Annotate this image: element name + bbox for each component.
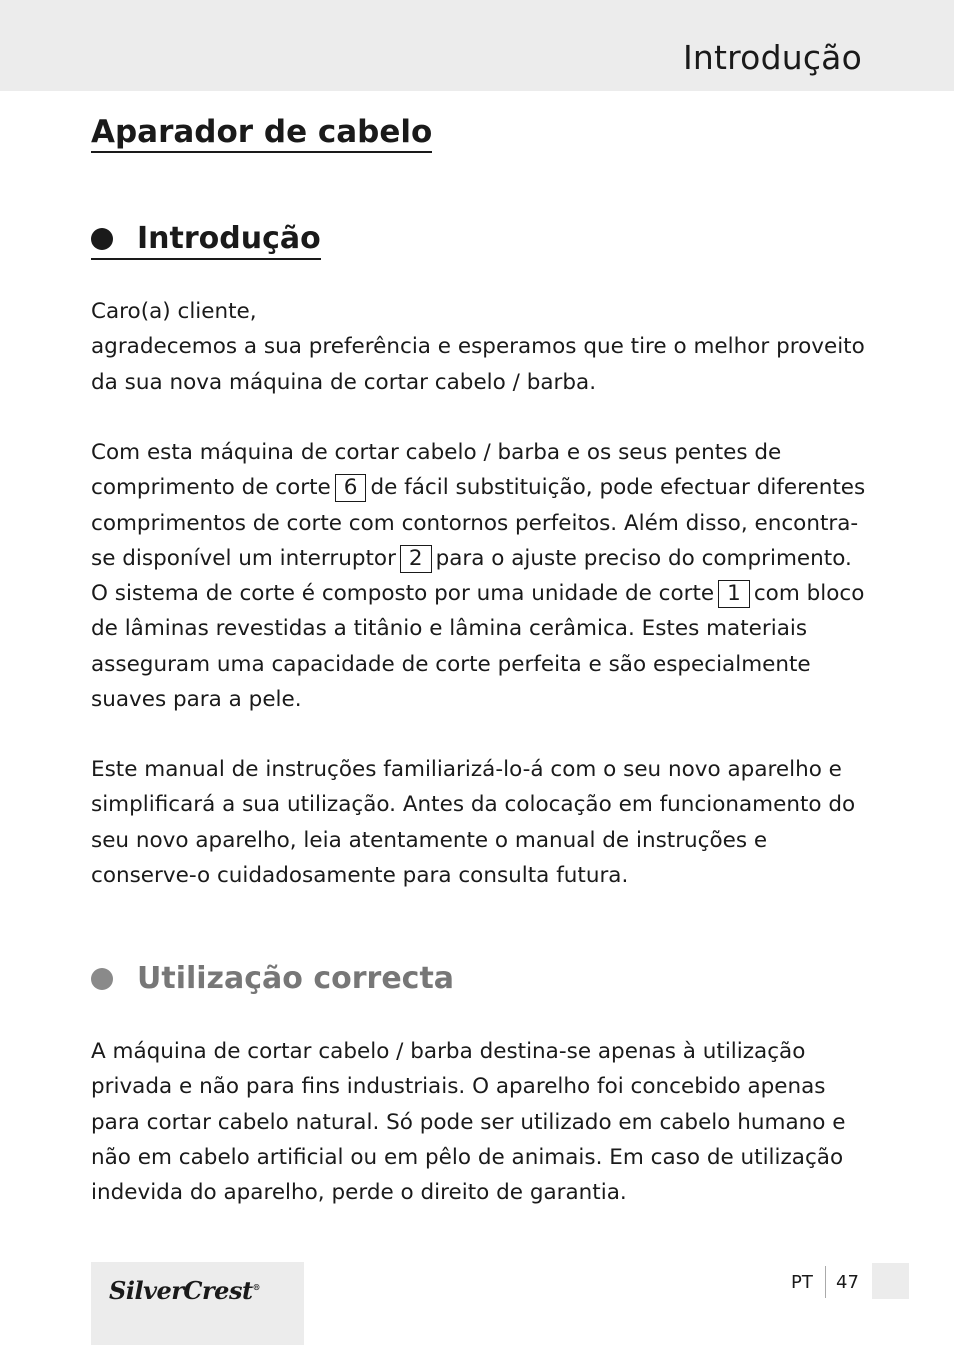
footer-divider <box>825 1266 826 1298</box>
brand-logo <box>109 1276 260 1305</box>
usage-paragraph: A máquina de cortar cabelo / barba destina-se apenas à utilização privada e não para fins industriais. O aparelho foi concebido apenas para cortar cabelo natural. Só pode ser utilizado em cabelo humano e não em cabelo artificial ou em pêlo de animais. Em caso de utilização indevida do aparelho, perde o direito de garantia. <box>91 1039 846 1206</box>
running-header-title: Introdução <box>682 38 862 77</box>
section-heading-label: Introdução <box>137 221 321 256</box>
page-number: 47 <box>836 1272 859 1293</box>
manual-paragraph: Este manual de instruções familiarizá-lo-á com o seu novo aparelho e simplificará a sua utilização. Antes da colocação em funcionamento do seu novo aparelho, leia atentamente o manual de instruções e conserve-o cuidadosamente para consulta futura. <box>91 757 856 888</box>
registered-mark: ® <box>252 1282 261 1292</box>
greeting-text: Caro(a) cliente, <box>91 299 257 324</box>
features-text-4: com bloco de lâminas revestidas a titânio e lâmina cerâmica. Estes materiais asseguram uma capacidade de corte perfeita e são especialmente suaves para a pele. <box>91 581 865 713</box>
section-heading-utilizacao-correcta <box>91 961 454 997</box>
brand-name: SilverCrest <box>109 1276 253 1305</box>
bullet-icon <box>91 228 113 250</box>
features-text-2: de fácil substituição, pode efectuar diferentes comprimentos de corte com contornos perfeitos. Além disso, encontra-se disponível um interruptor <box>91 475 866 571</box>
language-code: PT <box>791 1272 813 1293</box>
features-paragraph <box>91 435 871 717</box>
features-text-3: para o ajuste preciso do comprimento. O sistema de corte é composto por uma unidade de corte <box>91 545 852 607</box>
part-reference-2: 2 <box>400 545 432 573</box>
brand-logo-box <box>91 1262 304 1345</box>
section-heading-introducao <box>91 221 321 260</box>
part-reference-6: 6 <box>335 474 367 502</box>
section-heading-label: Utilização correcta <box>137 961 455 996</box>
part-reference-1: 1 <box>718 580 750 608</box>
features-text-1: Com esta máquina de cortar cabelo / barba e os seus pentes de comprimento de corte <box>91 440 782 501</box>
greeting-paragraph <box>91 294 871 400</box>
bullet-icon <box>91 968 113 990</box>
intro-text: agradecemos a sua preferência e esperamos que tire o melhor proveito da sua nova máquina de cortar cabelo / barba. <box>91 334 865 395</box>
page-tab-marker <box>872 1263 909 1299</box>
document-title: Aparador de cabelo <box>91 114 432 153</box>
